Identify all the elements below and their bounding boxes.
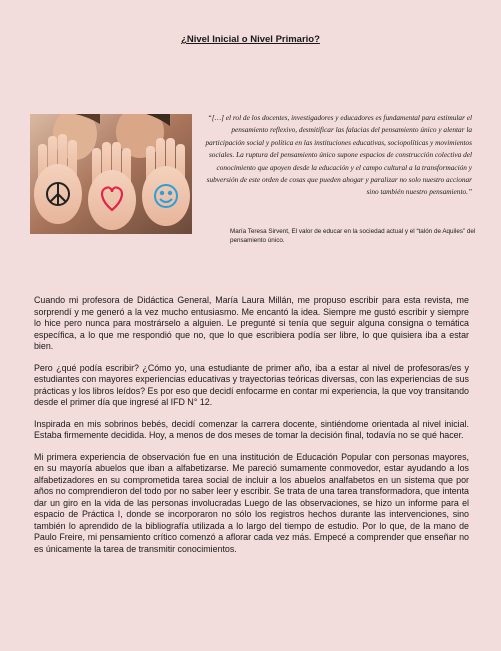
paragraph: Pero ¿qué podía escribir? ¿Cómo yo, una estudiante de primer año, iba a estar al nivel de profesoras/es y estudiantes con mayores experiencias educativas y trayectorias teóricas diversas, con las experiencias de sus prácticas y los libros leídos? Es por eso que decidí enfocarme en contar mi experiencia, la que voy transitando desde el primer día que ingresé al IFD N° 12. xyxy=(34,362,469,407)
quote-attribution: María Teresa Sirvent, El valor de educar en la sociedad actual y el “talón de Aquiles” del pensamiento único. xyxy=(230,228,476,244)
epigraph-quote: “[…] el rol de los docentes, investigadores y educadores es fundamental para estimular el pensamiento reflexivo, desmitificar las falacias del pensamiento único y alentar la participación social y política en las instituciones educativas, sociopolíticas y movimientos sociales. La ruptura del pensamiento único supone espacios de construcción colectiva del conocimiento que apoyen desde la educación y el campo cultural a la transformación y subversión de este orden de cosas que pueden ahogar y paralizar no solo nuestro accionar sino también nuestro pensamiento.” xyxy=(205,113,472,197)
page-title: ¿Nivel Inicial o Nivel Primario? xyxy=(181,34,320,45)
hands-photo xyxy=(30,114,192,234)
paragraph: Inspirada en mis sobrinos bebés, decidí comenzar la carrera docente, sintiéndome orientada al nivel inicial. Estaba firmemente decidida. Hoy, a menos de dos meses de tomar la decisión final, todavía no se qué hacer. xyxy=(34,418,469,440)
article-body xyxy=(34,295,469,565)
paragraph: Cuando mi profesora de Didáctica General, María Laura Millán, me propuso escribir para esta revista, me sorprendí y me generó a la vez mucho entusiasmo. Me encantó la idea. Siempre me gustó escribir y siempre lo hice pero nunca para mostrárselo a alguien. Le pregunté si tenía que seguir alguna consigna o temática específica, a lo que me respondió que no, que lo que escribiera podía ser libre, lo que quisiera iba a estar bien. xyxy=(34,295,469,351)
paragraph: Mi primera experiencia de observación fue en una institución de Educación Popular con personas mayores, en su mayoría abuelos que iban a alfabetizarse. Me pareció sumamente conmovedor, estar ayudando a los alfabetizadores en su comprometida tarea social de incluir a los abuelos analfabetos en un sistema que por años no comprendieron del todo por no saber leer y escribir. Se trata de una tarea transformadora, que intenta dar un giro en la vida de las personas involucradas Luego de las observaciones, se hizo un informe para el espacio de Práctica I, donde se incorporaron no sólo los registros hechos durante las intervenciones, sino también lo aprendido de la bibliografía utilizada a lo largo del tiempo de estudio. Por lo que, de la mano de Paulo Freire, mi pensamiento crítico comenzó a aflorar cada vez más. Empecé a comprender que enseñar no es únicamente la tarea de transmitir conocimientos. xyxy=(34,451,469,554)
